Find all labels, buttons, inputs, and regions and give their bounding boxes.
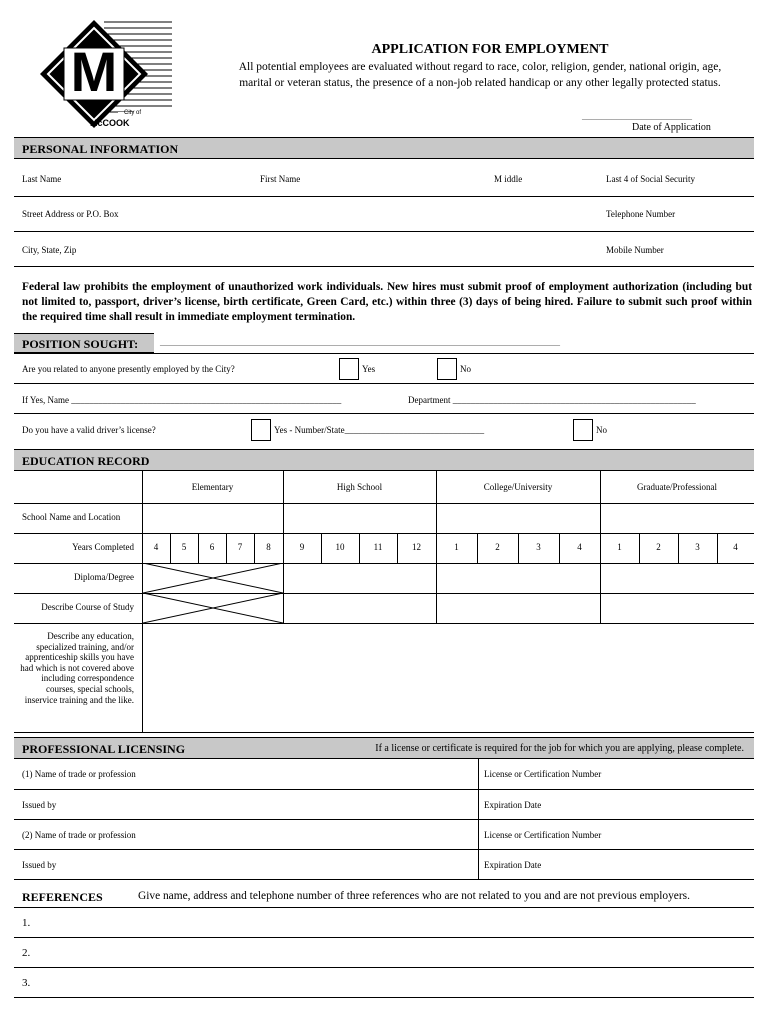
year-elem-7[interactable]: 7 bbox=[237, 542, 243, 552]
year-elem-4[interactable]: 4 bbox=[153, 542, 159, 552]
date-of-application-label: Date of Application bbox=[632, 122, 711, 133]
license-no-label: No bbox=[596, 425, 607, 435]
year-high-9[interactable]: 9 bbox=[299, 542, 305, 552]
middle-name-field[interactable]: M iddle bbox=[494, 174, 523, 184]
licensing-note: If a license or certificate is required for the job for which you are applying, please complete. bbox=[375, 743, 744, 754]
telephone-field[interactable]: Telephone Number bbox=[606, 209, 676, 219]
eeo-notice-line2: marital or veteran status, the presence of a non-job related handicap or any other legally protected status. bbox=[239, 77, 721, 89]
year-college-2[interactable]: 2 bbox=[495, 542, 500, 552]
year-college-4[interactable]: 4 bbox=[577, 542, 582, 552]
logo-letter: M bbox=[70, 40, 118, 103]
divider bbox=[14, 967, 754, 968]
relative-name-field[interactable]: If Yes, Name ____________________________________________________________ bbox=[22, 395, 342, 405]
date-of-application-field[interactable]: ______________________ bbox=[582, 110, 692, 121]
personal-info-heading: PERSONAL INFORMATION bbox=[22, 142, 179, 156]
licensing-header bbox=[14, 737, 754, 759]
divider bbox=[14, 231, 754, 232]
trade-1-field[interactable]: (1) Name of trade or profession bbox=[22, 769, 136, 779]
divider bbox=[14, 907, 754, 908]
license-number-state-field[interactable]: Yes - Number/State_______________________________ bbox=[274, 425, 485, 435]
issued-by-2-field[interactable]: Issued by bbox=[22, 860, 57, 870]
column-elementary: Elementary bbox=[191, 482, 234, 492]
license-number-2-field[interactable]: License or Certification Number bbox=[484, 830, 602, 840]
position-sought-field[interactable]: ________________________________________________________________________________ bbox=[160, 336, 560, 347]
reference-3-field[interactable]: 3. bbox=[22, 977, 31, 989]
page-title: APPLICATION FOR EMPLOYMENT bbox=[371, 42, 609, 57]
city-logo bbox=[34, 18, 174, 130]
personal-info-header bbox=[14, 137, 754, 159]
eeo-notice-line1: All potential employees are evaluated without regard to race, color, religion, gender, national origin, age, bbox=[238, 61, 722, 73]
year-high-12[interactable]: 12 bbox=[412, 542, 421, 552]
year-elem-6[interactable]: 6 bbox=[209, 542, 215, 552]
ssn-last4-field[interactable]: Last 4 of Social Security bbox=[606, 174, 695, 184]
divider bbox=[14, 196, 754, 197]
trade-2-field[interactable]: (2) Name of trade or profession bbox=[22, 830, 136, 840]
year-grad-2[interactable]: 2 bbox=[656, 542, 661, 552]
references-heading: REFERENCES bbox=[22, 890, 103, 904]
row-years-completed: Years Completed bbox=[72, 542, 134, 552]
expiration-2-field[interactable]: Expiration Date bbox=[484, 860, 542, 870]
license-yes-checkbox[interactable] bbox=[251, 419, 271, 441]
divider bbox=[14, 997, 754, 998]
logo-city-name: McCOOK bbox=[90, 118, 130, 128]
divider bbox=[14, 819, 754, 820]
not-applicable-cross-icon bbox=[143, 563, 283, 623]
column-college: College/University bbox=[483, 482, 553, 492]
education-heading: EDUCATION RECORD bbox=[22, 454, 150, 468]
divider bbox=[14, 849, 754, 850]
license-number-1-field[interactable]: License or Certification Number bbox=[484, 769, 602, 779]
last-name-field[interactable]: Last Name bbox=[22, 174, 62, 184]
year-elem-5[interactable]: 5 bbox=[181, 542, 187, 552]
mobile-field[interactable]: Mobile Number bbox=[606, 245, 664, 255]
year-elem-8[interactable]: 8 bbox=[266, 542, 271, 552]
related-yes-label: Yes bbox=[362, 364, 376, 374]
first-name-field[interactable]: First Name bbox=[260, 174, 301, 184]
expiration-1-field[interactable]: Expiration Date bbox=[484, 800, 542, 810]
related-yes-checkbox[interactable] bbox=[339, 358, 359, 380]
year-college-3[interactable]: 3 bbox=[536, 542, 541, 552]
row-school-name: School Name and Location bbox=[22, 512, 121, 522]
column-graduate: Graduate/Professional bbox=[637, 482, 717, 492]
column-high-school: High School bbox=[336, 482, 383, 492]
divider bbox=[14, 266, 754, 267]
row-diploma-degree: Diploma/Degree bbox=[74, 572, 134, 582]
related-no-checkbox[interactable] bbox=[437, 358, 457, 380]
related-question: Are you related to anyone presently employed by the City? bbox=[22, 364, 235, 374]
street-address-field[interactable]: Street Address or P.O. Box bbox=[22, 209, 119, 219]
issued-by-1-field[interactable]: Issued by bbox=[22, 800, 57, 810]
position-sought-heading: POSITION SOUGHT: bbox=[22, 337, 139, 351]
federal-law-notice: Federal law prohibits the employment of unauthorized work individuals. New hires must submit proof of employment authorization (including but not limited to, passport, driver’s license, birth certificate, Green Card, etc.) within three (3) days of being hired. Failure to submit such proof within the required time shall result in immediate employment termination. bbox=[22, 281, 752, 323]
divider bbox=[14, 353, 754, 354]
relative-department-field[interactable]: Department ______________________________________________________ bbox=[408, 395, 696, 405]
divider bbox=[14, 789, 754, 790]
year-grad-1[interactable]: 1 bbox=[617, 542, 622, 552]
divider bbox=[14, 383, 754, 384]
reference-2-field[interactable]: 2. bbox=[22, 947, 31, 959]
row-other-education: Describe any education, specialized training, and/or apprenticeship skills you have had which is not covered above including correspondence courses, special schools, inservice training and the like. bbox=[20, 631, 134, 705]
year-high-10[interactable]: 10 bbox=[335, 542, 345, 552]
related-no-label: No bbox=[460, 364, 471, 374]
divider bbox=[14, 879, 754, 880]
city-state-zip-field[interactable]: City, State, Zip bbox=[22, 245, 77, 255]
licensing-heading: PROFESSIONAL LICENSING bbox=[22, 742, 186, 756]
year-college-1[interactable]: 1 bbox=[454, 542, 459, 552]
logo-city-of: City of bbox=[124, 110, 142, 116]
reference-1-field[interactable]: 1. bbox=[22, 917, 31, 929]
drivers-license-question: Do you have a valid driver’s license? bbox=[22, 425, 156, 435]
year-high-11[interactable]: 11 bbox=[373, 542, 383, 552]
year-grad-3[interactable]: 3 bbox=[695, 542, 700, 552]
education-record-header bbox=[14, 449, 754, 471]
divider bbox=[14, 413, 754, 414]
year-grad-4[interactable]: 4 bbox=[733, 542, 738, 552]
row-course-of-study: Describe Course of Study bbox=[41, 602, 134, 612]
license-no-checkbox[interactable] bbox=[573, 419, 593, 441]
divider bbox=[14, 937, 754, 938]
references-note: Give name, address and telephone number of three references who are not related to you and are not previous employers. bbox=[138, 890, 690, 902]
